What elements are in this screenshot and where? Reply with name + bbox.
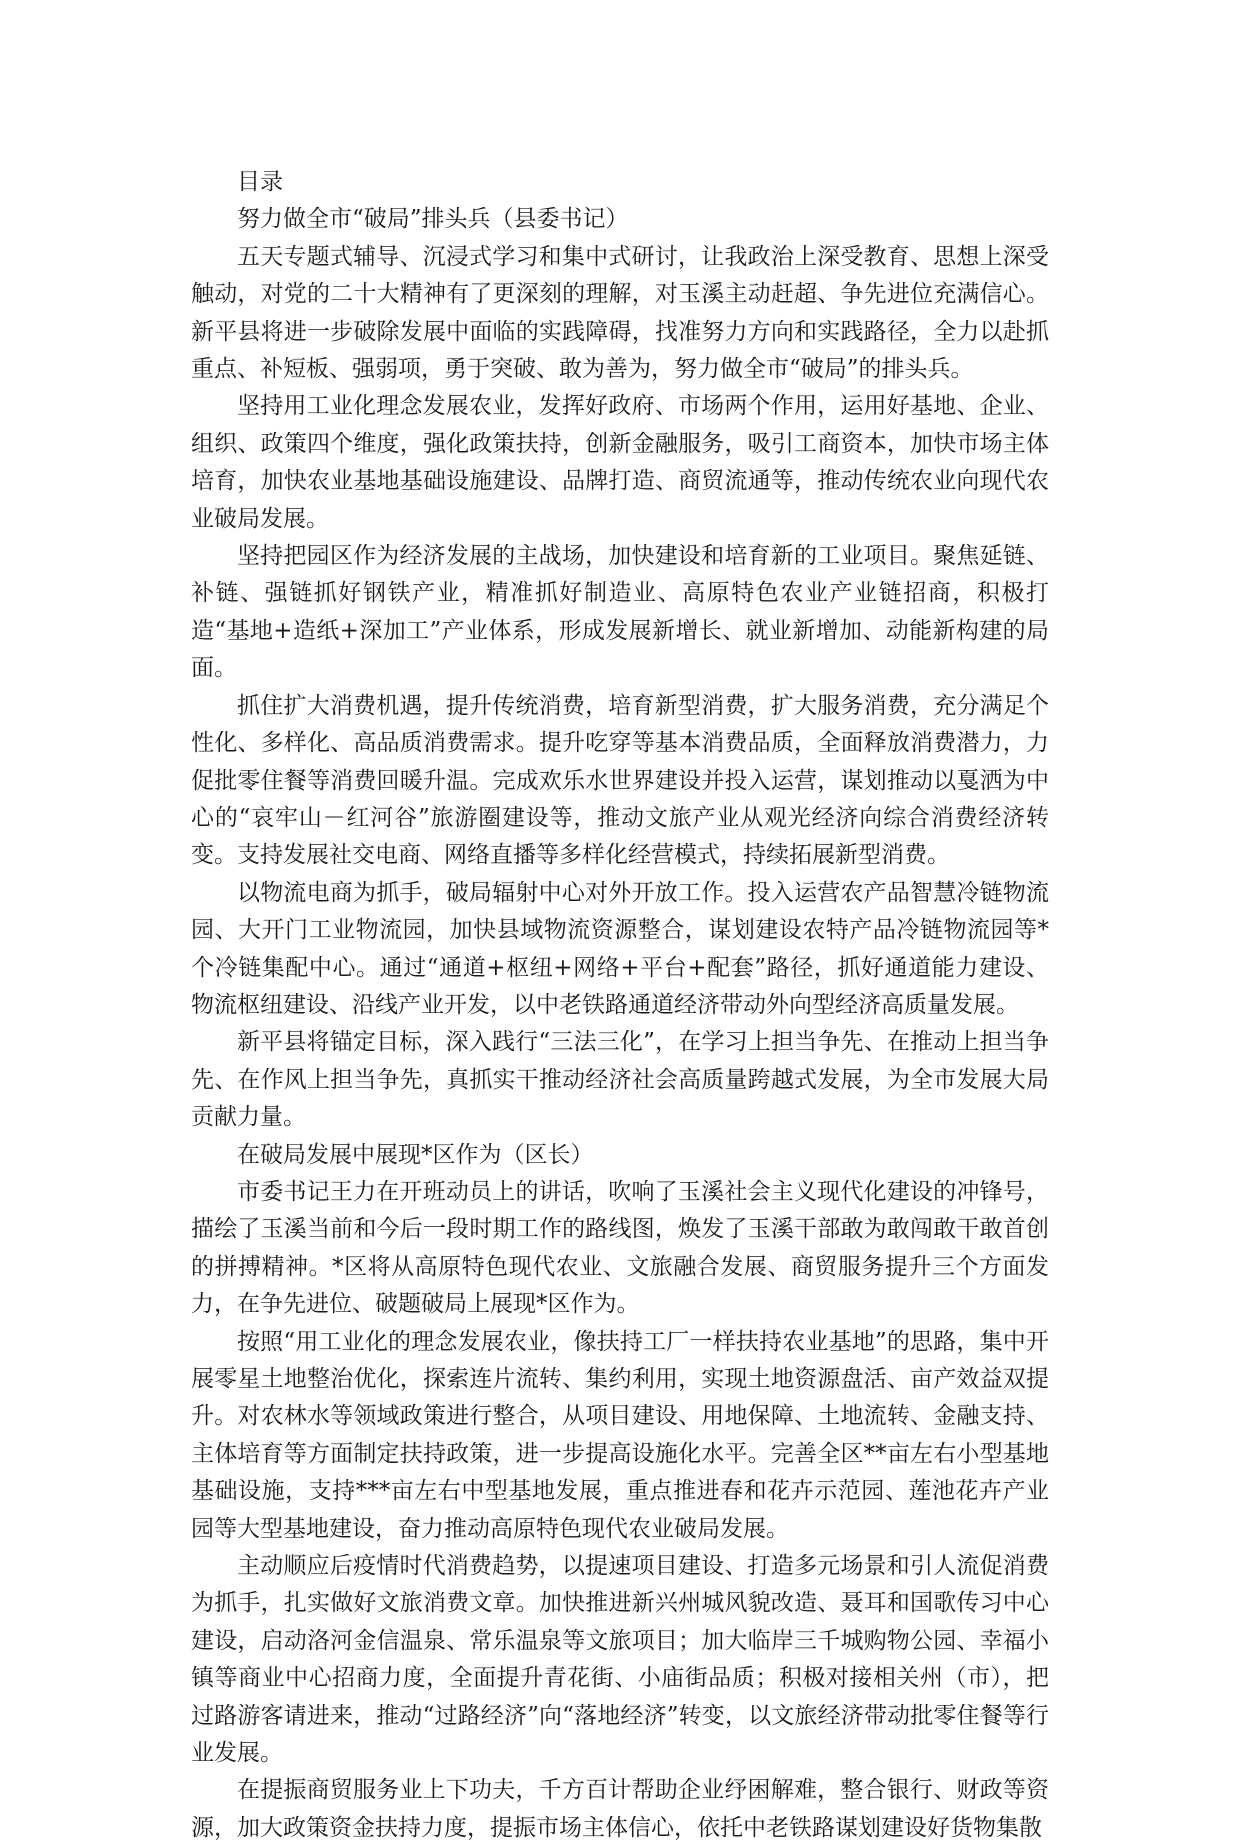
paragraph: 以物流电商为抓手，破局辐射中心对外开放工作。投入运营农产品智慧冷链物流园、大开门工业物流园，加快县域物流资源整合，谋划建设农特产品冷链物流园等*个冷链集配中心。通过“通道+枢纽+网络+平台+配套”路径，抓好通道能力建设、物流枢纽建设、沿线产业开发，以中老铁路通道经济带动外向型经济高质量发展。 bbox=[191, 879, 1049, 1018]
paragraph: 按照“用工业化的理念发展农业，像扶持工厂一样扶持农业基地”的思路，集中开展零星土地整治优化，探索连片流转、集约利用，实现土地资源盘活、亩产效益双提升。对农林水等领域政策进行整合，从项目建设、用地保障、土地流转、金融支持、主体培育等方面制定扶持政策，进一步提高设施化水平。完善全区**亩左右小型基地基础设施，支持***亩左右中型基地发展，重点推进春和花卉示范园、莲池花卉产业园等大型基地建设，奋力推动高原特色现代农业破局发展。 bbox=[191, 1328, 1049, 1542]
paragraph: 五天专题式辅导、沉浸式学习和集中式研讨，让我政治上深受教育、思想上深受触动，对党的二十大精神有了更深刻的理解，对玉溪主动赶超、争先进位充满信心。新平县将进一步破除发展中面临的实践障碍，找准努力方向和实践路径，全力以赴抓重点、补短板、强弱项，勇于突破、敢为善为，努力做全市“破局”的排头兵。 bbox=[191, 243, 1049, 383]
paragraph: 新平县将锚定目标，深入践行“三法三化”，在学习上担当争先、在推动上担当争先、在作风上担当争先，真抓实干推动经济社会高质量跨越式发展，为全市发展大局贡献力量。 bbox=[191, 1029, 1049, 1131]
section-title: 努力做全市“破局”排头兵（县委书记） bbox=[237, 206, 629, 233]
section-title: 在破局发展中展现*区作为（区长） bbox=[237, 1141, 594, 1168]
toc-title: 目录 bbox=[237, 169, 283, 195]
paragraph: 在提振商贸服务业上下功夫，千方百计帮助企业纾困解难，整合银行、财政等资源，加大政策资金扶持力度，提振市场主体信心，依托中老铁路谋划建设好货物集散 bbox=[191, 1777, 1049, 1841]
paragraph: 坚持把园区作为经济发展的主战场，加快建设和培育新的工业项目。聚焦延链、补链、强链抓好钢铁产业，精准抓好制造业、高原特色农业产业链招商，积极打造“基地+造纸+深加工”产业体系，形成发展新增长、就业新增加、动能新构建的局面。 bbox=[191, 543, 1049, 682]
paragraph: 市委书记王力在开班动员上的讲话，吹响了玉溪社会主义现代化建设的冲锋号，描绘了玉溪当前和今后一段时期工作的路线图，焕发了玉溪干部敢为敢闯敢干敢首创的拼搏精神。*区将从高原特色现代农业、文旅融合发展、商贸服务提升三个方面发力，在争先进位、破题破局上展现*区作为。 bbox=[191, 1178, 1049, 1318]
paragraph: 抓住扩大消费机遇，提升传统消费，培育新型消费，扩大服务消费，充分满足个性化、多样化、高品质消费需求。提升吃穿等基本消费品质，全面释放消费潜力，力促批零住餐等消费回暖升温。完成欢乐水世界建设并投入运营，谋划推动以戛洒为中心的“哀牢山－红河谷”旅游圈建设等，推动文旅产业从观光经济向综合消费经济转变。支持发展社交电商、网络直播等多样化经营模式，持续拓展新型消费。 bbox=[191, 692, 1049, 869]
paragraph: 主动顺应后疫情时代消费趋势，以提速项目建设、打造多元场景和引人流促消费为抓手，扎实做好文旅消费文章。加快推进新兴州城风貌改造、聂耳和国歌传习中心建设，启动洛河金信温泉、常乐温泉等文旅项目；加大临岸三千城购物公园、幸福小镇等商业中心招商力度，全面提升青花街、小庙街品质；积极对接相关州（市），把过路游客请进来，推动“过路经济”向“落地经济”转变，以文旅经济带动批零住餐等行业发展。 bbox=[191, 1553, 1049, 1767]
paragraph: 坚持用工业化理念发展农业，发挥好政府、市场两个作用，运用好基地、企业、组织、政策四个维度，强化政策扶持，创新金融服务，吸引工商资本，加快市场主体培育，加快农业基地基础设施建设、品牌打造、商贸流通等，推动传统农业向现代农业破局发展。 bbox=[191, 393, 1049, 532]
document-body bbox=[191, 164, 1049, 1847]
